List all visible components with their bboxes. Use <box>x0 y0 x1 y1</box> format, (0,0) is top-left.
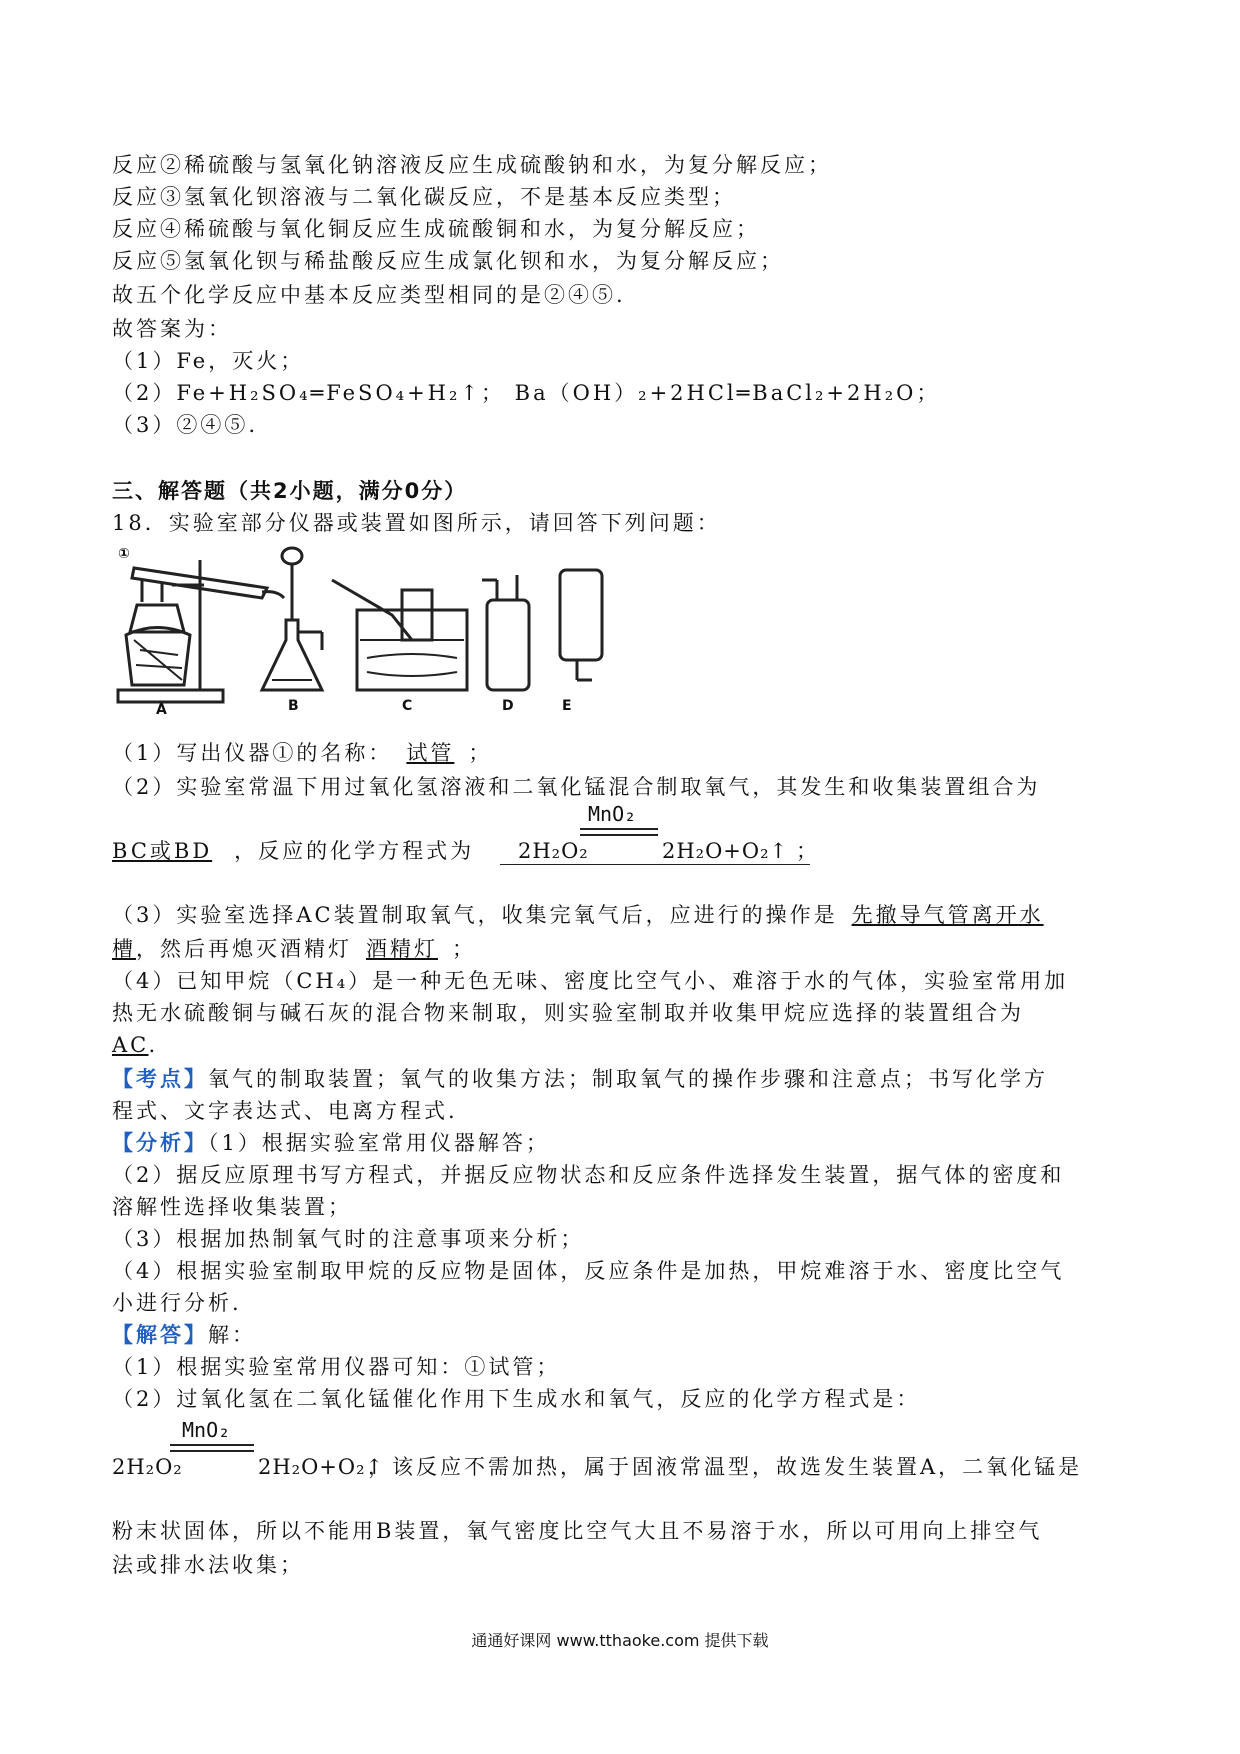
equation-reactant: 2H₂O₂ <box>518 839 589 863</box>
answer-blank: AC <box>112 1033 149 1057</box>
answer-blank: 酒精灯 <box>366 937 438 961</box>
figure-marker: ① <box>118 546 130 562</box>
apparatus-figure <box>112 540 652 715</box>
text-line: （2）Fe+H₂SO₄═FeSO₄+H₂↑； Ba（OH）₂+2HCl═BaCl₂+2H₂O； <box>112 381 941 405</box>
text-line: 反应④稀硫酸与氧化铜反应生成硫酸铜和水，为复分解反应； <box>112 217 760 241</box>
figure-label-d: D <box>502 698 514 714</box>
question-part-1: （1）写出仪器①的名称： 试管 ； <box>112 741 493 765</box>
equation-reactant: 2H₂O₂ <box>112 1455 183 1479</box>
page-footer: 通通好课网 www.tthaoke.com 提供下载 <box>471 1631 769 1650</box>
equation-condition: MnO₂ <box>588 802 637 826</box>
equation-product: 2H₂O+O₂↑ <box>258 1455 385 1479</box>
kaodian-tag: 【考点】 <box>112 1067 208 1091</box>
figure-label-c: C <box>402 698 413 714</box>
jieda-tag: 【解答】 <box>112 1323 208 1347</box>
text-line: （2）据反应原理书写方程式，并据反应物状态和反应条件选择发生装置，据气体的密度和 <box>112 1163 1065 1187</box>
question-part-3: （3）实验室选择AC装置制取氧气，收集完氧气后，应进行的操作是 先撤导气管离开水 <box>112 900 1058 930</box>
text-line: 故五个化学反应中基本反应类型相同的是②④⑤. <box>112 283 626 307</box>
text-line: （3）根据加热制氧气时的注意事项来分析； <box>112 1227 585 1251</box>
answer-blank: BC或BD <box>112 839 213 863</box>
kaodian-section: 【考点】氧气的制取装置；氧气的收集方法；制取氧气的操作步骤和注意点；书写化学方 <box>112 1067 1048 1091</box>
text-line: （3）②④⑤. <box>112 413 259 437</box>
question-part-4-answer: AC. <box>112 1033 159 1057</box>
question-part-2: （2）实验室常温下用过氧化氢溶液和二氧化锰混合制取氧气，其发生和收集装置组合为 <box>112 775 1041 799</box>
text-line: （4）根据实验室制取甲烷的反应物是固体，反应条件是加热，甲烷难溶于水、密度比空气 <box>112 1259 1065 1283</box>
text-line: （1）根据实验室常用仪器可知：①试管； <box>112 1355 561 1379</box>
text-line: 反应②稀硫酸与氢氧化钠溶液反应生成硫酸钠和水，为复分解反应； <box>112 153 832 177</box>
text-line: ，该反应不需加热，属于固液常温型，故选发生装置A，二氧化锰是 <box>368 1455 1083 1479</box>
equation-suffix: ； <box>796 839 818 863</box>
figure-label-e: E <box>562 698 572 714</box>
text-line: 反应⑤氢氧化钡与稀盐酸反应生成氯化钡和水，为复分解反应； <box>112 249 784 273</box>
text-line: 粉末状固体，所以不能用B装置，氧气密度比空气大且不易溶于水，所以可用向上排空气 <box>112 1519 1043 1543</box>
text-line: 程式、文字表达式、电离方程式. <box>112 1099 458 1123</box>
question-part-4: （4）已知甲烷（CH₄）是一种无色无味、密度比空气小、难溶于水的气体，实验室常用加 <box>112 969 1069 993</box>
jieda-section: 【解答】解： <box>112 1323 256 1347</box>
answer-blank: 先撤导气管离开水 <box>851 903 1044 927</box>
fenxi-section: 【分析】（1）根据实验室常用仪器解答； <box>112 1131 550 1155</box>
text-line: （1）Fe，灭火； <box>112 349 305 373</box>
question-part-2-cont: BC或BD ，反应的化学方程式为 <box>112 839 475 863</box>
answer-underline <box>500 864 810 865</box>
question-part-3-cont: 槽，然后再熄灭酒精灯 酒精灯 ； <box>112 937 476 961</box>
fenxi-tag: 【分析】 <box>112 1131 208 1155</box>
equation-condition: MnO₂ <box>182 1418 231 1442</box>
answer-blank: 试管 <box>406 741 455 765</box>
question-part-4-cont: 热无水硫酸铜与碱石灰的混合物来制取，则实验室制取并收集甲烷应选择的装置组合为 <box>112 1001 1024 1025</box>
text-line: 小进行分析. <box>112 1291 242 1315</box>
question-18: 18．实验室部分仪器或装置如图所示，请回答下列问题： <box>112 511 721 535</box>
equation-arrow <box>580 828 658 836</box>
text-line: （2）过氧化氢在二氧化锰催化作用下生成水和氧气，反应的化学方程式是： <box>112 1387 921 1411</box>
answer-blank: 槽 <box>112 937 136 961</box>
text-line: 反应③氢氧化钡溶液与二氧化碳反应，不是基本反应类型； <box>112 185 736 209</box>
figure-label-a: A <box>156 702 167 715</box>
text-line: 故答案为： <box>112 317 232 341</box>
section-heading: 三、解答题（共2小题，满分0分） <box>112 479 468 503</box>
equation-arrow <box>170 1444 254 1452</box>
text-line: 溶解性选择收集装置； <box>112 1195 352 1219</box>
equation-product: 2H₂O+O₂↑ <box>662 839 789 863</box>
text-line: 法或排水法收集； <box>112 1553 304 1577</box>
figure-label-b: B <box>288 698 299 714</box>
